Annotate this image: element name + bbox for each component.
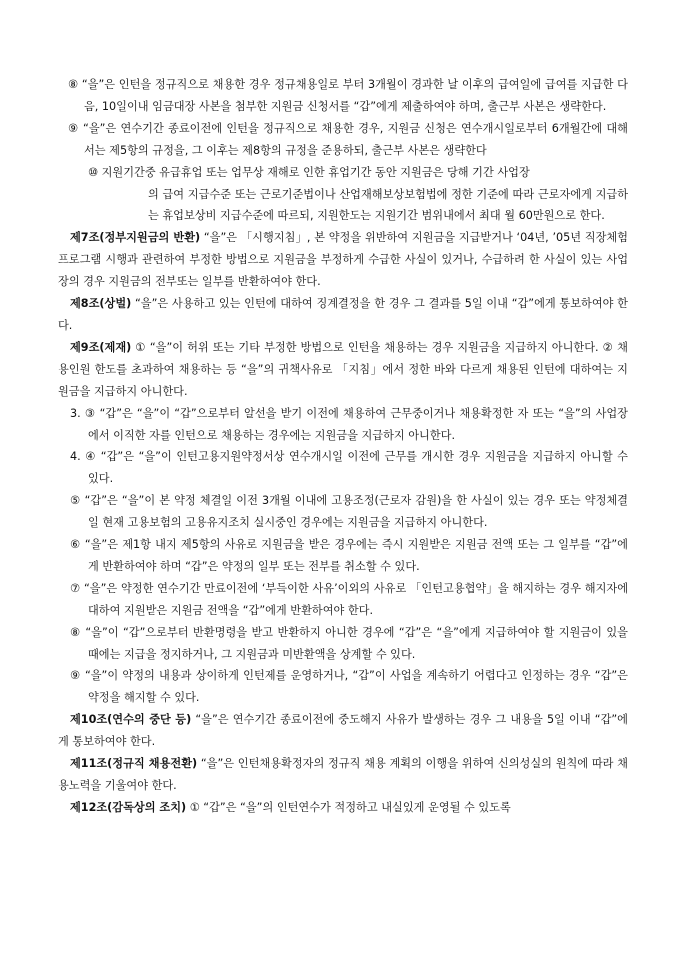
paragraph [58, 490, 628, 534]
paragraph-text: ⑦ “을”은 약정한 연수기간 만료이전에 ‘부득이한 사유’이외의 사유로 「인턴고용협약」을 해지하는 경우 해지자에 대하여 지원받은 지원금 전액을 “갑”에게 반환하여야 한다. [70, 581, 628, 617]
paragraph [58, 403, 628, 447]
paragraph [58, 74, 628, 118]
paragraph [58, 797, 628, 819]
paragraph-text: ⑧ “을”은 인턴을 정규직으로 채용한 경우 정규채용일로 부터 3개월이 경과한 날 이후의 급여일에 급여를 지급한 다음, 10일이내 임금대장 사본을 첨부한 지원금 신청서를 “갑”에게 제출하여야 하며, 출근부 사본은 생략한다. [68, 78, 628, 113]
article-heading: 제11조(정규직 채용전환) [70, 757, 198, 771]
paragraph-text: ⑨ “을”이 약정의 내용과 상이하게 인턴제를 운영하거나, “갑”이 사업을 계속하기 어렵다고 인정하는 경우 “갑”은 약정을 해지할 수 있다. [70, 669, 628, 705]
paragraph-text: ⑩ 지원기간중 유급휴업 또는 업무상 재해로 인한 휴업기간 동안 지원금은 당해 기간 사업장 [88, 165, 530, 179]
paragraph [58, 293, 628, 337]
article-heading: 제10조(연수의 중단 등) [70, 713, 192, 727]
paragraph-text: ① “갑”은 “을”의 인턴연수가 적정하고 내실있게 운영될 수 있도록 [186, 800, 511, 814]
article-heading: 제12조(감독상의 조치) [70, 800, 187, 814]
paragraph-text: “을”은 「시행지침」, 본 약정을 위반하여 지원금을 지급받거나 ‘04년, ’05년 직장체험프로그램 시행과 관련하여 부정한 방법으로 지원금을 부정하게 수급한 사실이 있거나, 수급하려 한 사실이 있는 사업장의 경우 지원금의 전부또는 일부를 반환하여야 한다. [58, 231, 628, 289]
article-heading: 제9조(제재) [70, 340, 132, 354]
paragraph-text: ⑨ “을”은 연수기간 종료이전에 인턴을 정규직으로 채용한 경우, 지원금 신청은 연수개시일로부터 6개월간에 대해서는 제5항의 규정을, 그 이후는 제8항의 규정을 준용하되, 출근부 사본은 생략한다 [68, 121, 628, 157]
paragraph-text: “을”은 인턴채용확정자의 정규직 채용 계획의 이행을 위하여 신의성실의 원칙에 따라 채용노력을 기울여야 한다. [58, 757, 628, 792]
paragraph-text: ⑧ “을”이 “갑”으로부터 반환명령을 받고 반환하지 아니한 경우에 “갑”은 “을”에게 지급하여야 할 지원금이 있을 때에는 지급을 정지하거나, 그 지원금과 미반환액을 상계할 수 있다. [70, 625, 628, 661]
paragraph [58, 227, 628, 293]
paragraph-text: ⑥ “을”은 제1항 내지 제5항의 사유로 지원금을 받은 경우에는 즉시 지원받은 지원금 전액 또는 그 일부를 “갑”에게 반환하여야 하며 “갑”은 약정의 일부 또는 전부를 취소할 수 있다. [70, 538, 628, 573]
paragraph-text: 3. ③ “갑”은 “을”이 “갑”으로부터 알선을 받기 이전에 채용하여 근무중이거나 채용확정한 자 또는 “을”의 사업장에서 이직한 자를 인턴으로 채용하는 경우에는 지원금을 지급하지 아니한다. [70, 406, 628, 442]
paragraph [58, 709, 628, 753]
paragraph [58, 753, 628, 797]
paragraph [58, 578, 628, 622]
paragraph [58, 665, 628, 709]
paragraph-text: “을”은 연수기간 종료이전에 중도해지 사유가 발생하는 경우 그 내용을 5일 이내 “갑”에게 통보하여야 한다. [58, 713, 628, 749]
paragraph [58, 118, 628, 162]
paragraph-text: 4. ④ “갑”은 “을”이 인턴고용지원약정서상 연수개시일 이전에 근무를 개시한 경우 지원금을 지급하지 아니할 수 있다. [70, 450, 628, 486]
article-heading: 제8조(상벌) [70, 297, 132, 311]
paragraph [58, 622, 628, 666]
paragraph [58, 534, 628, 578]
paragraph-continuation: 의 급여 지급수준 또는 근로기준법이나 산업재해보상보험법에 정한 기준에 따라 근로자에게 지급하는 휴업보상비 지급수준에 따르되, 지원한도는 지원기간 범위내에서 최대 월 60만원으로 한다. [148, 187, 628, 223]
paragraph-text: ⑤ “갑”은 “을”이 본 약정 체결일 이전 3개월 이내에 고용조정(근로자 감원)을 한 사실이 있는 경우 또는 약정체결일 현재 고용보험의 고용유지조치 실시중인 경우에는 지원금을 지급하지 아니한다. [70, 494, 628, 530]
article-heading: 제7조(정부지원금의 반환) [70, 231, 201, 245]
agreement-body [58, 74, 628, 819]
paragraph-text: “을”은 사용하고 있는 인턴에 대하여 징계결정을 한 경우 그 결과를 5일 이내 “갑”에게 통보하여야 한다. [58, 297, 628, 332]
paragraph [58, 446, 628, 490]
paragraph [58, 162, 628, 228]
paragraph [58, 337, 628, 403]
paragraph-text: ① “을”이 허위 또는 기타 부정한 방법으로 인턴을 채용하는 경우 지원금을 지급하지 아니한다. ② 채용인원 한도를 초과하여 채용하는 등 “을”의 귀책사유로 「지침」에서 정한 바와 다르게 채용된 인턴에 대하여는 지원금을 지급하지 아니한다. [58, 340, 628, 398]
